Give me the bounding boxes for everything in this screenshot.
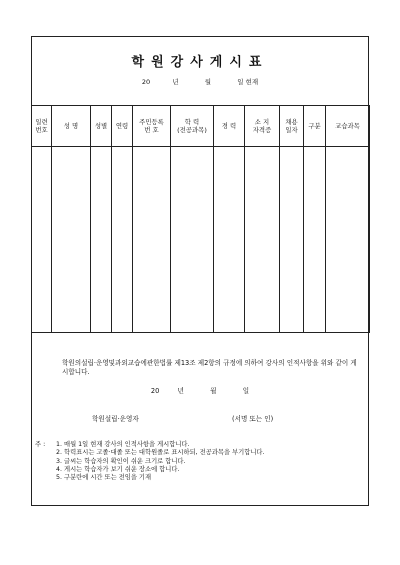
table-header-row [32, 106, 370, 147]
posting-date [32, 385, 368, 395]
cell-type[interactable] [304, 147, 326, 333]
header-date [32, 77, 368, 86]
table-row [32, 147, 370, 333]
signature-label: 학원설립·운영자 [92, 415, 139, 423]
footnotes-prefix: 주 : [35, 441, 46, 448]
header-date-year: 20 [141, 78, 151, 86]
footnote-item: 2. 학력표시는 고졸·대졸 또는 대학원졸로 표시하되, 전공과목을 부기합니다. [56, 449, 265, 457]
col-header-gender: 성별 [91, 106, 112, 147]
col-header-hire-date: 채용 일자 [280, 106, 304, 147]
col-header-serial: 일련 번호 [32, 106, 52, 147]
col-header-resident-number: 주민등록 번 호 [133, 106, 171, 147]
instructor-posting-form [31, 36, 369, 506]
footnote-item: 1. 매월 1일 현재 강사의 인적사항을 게시합니다. [56, 441, 190, 448]
footnotes [35, 441, 265, 482]
cell-age[interactable] [112, 147, 133, 333]
col-header-certificate: 소 지 자격증 [245, 106, 280, 147]
header-date-day-unit: 일 현재 [237, 78, 259, 86]
posting-date-year: 20 [150, 387, 160, 395]
footnote-item: 5. 구분란에 시간 또는 전임을 기재 [56, 474, 152, 482]
posting-date-day-unit: 일 [242, 387, 250, 395]
posting-date-year-unit: 년 [177, 387, 184, 395]
footnote-item: 3. 글씨는 학습자의 확인이 쉬운 크기로 합니다. [56, 457, 186, 465]
col-header-subject: 교습과목 [326, 106, 370, 147]
col-header-age: 연령 [112, 106, 133, 147]
cell-education[interactable] [171, 147, 214, 333]
posting-date-month-unit: 월 [210, 387, 217, 395]
col-header-education: 학 력 (전공과목) [171, 106, 214, 147]
signature-field[interactable]: (서명 또는 인) [232, 415, 274, 423]
legal-notice: 학원의설립·운영및과외교습에관한법률 제13조 제2항의 규정에 의하여 강사의 인적사항을 위와 같이 게시합니다. [62, 359, 357, 376]
instructor-table [31, 105, 370, 333]
cell-career[interactable] [214, 147, 245, 333]
col-header-career: 경 력 [214, 106, 245, 147]
col-header-type: 구분 [304, 106, 326, 147]
cell-serial[interactable] [32, 147, 52, 333]
form-title: 학원강사게시표 [131, 55, 269, 70]
cell-resident-number[interactable] [133, 147, 171, 333]
cell-subject[interactable] [326, 147, 370, 333]
cell-name[interactable] [52, 147, 91, 333]
footnote-item: 4. 게시는 학습자가 보기 쉬운 장소에 합니다. [56, 465, 180, 473]
header-date-year-unit: 년 [172, 78, 179, 86]
cell-hire-date[interactable] [280, 147, 304, 333]
cell-gender[interactable] [91, 147, 112, 333]
cell-certificate[interactable] [245, 147, 280, 333]
header-date-month-unit: 월 [204, 78, 212, 86]
col-header-name: 성 명 [52, 106, 91, 147]
